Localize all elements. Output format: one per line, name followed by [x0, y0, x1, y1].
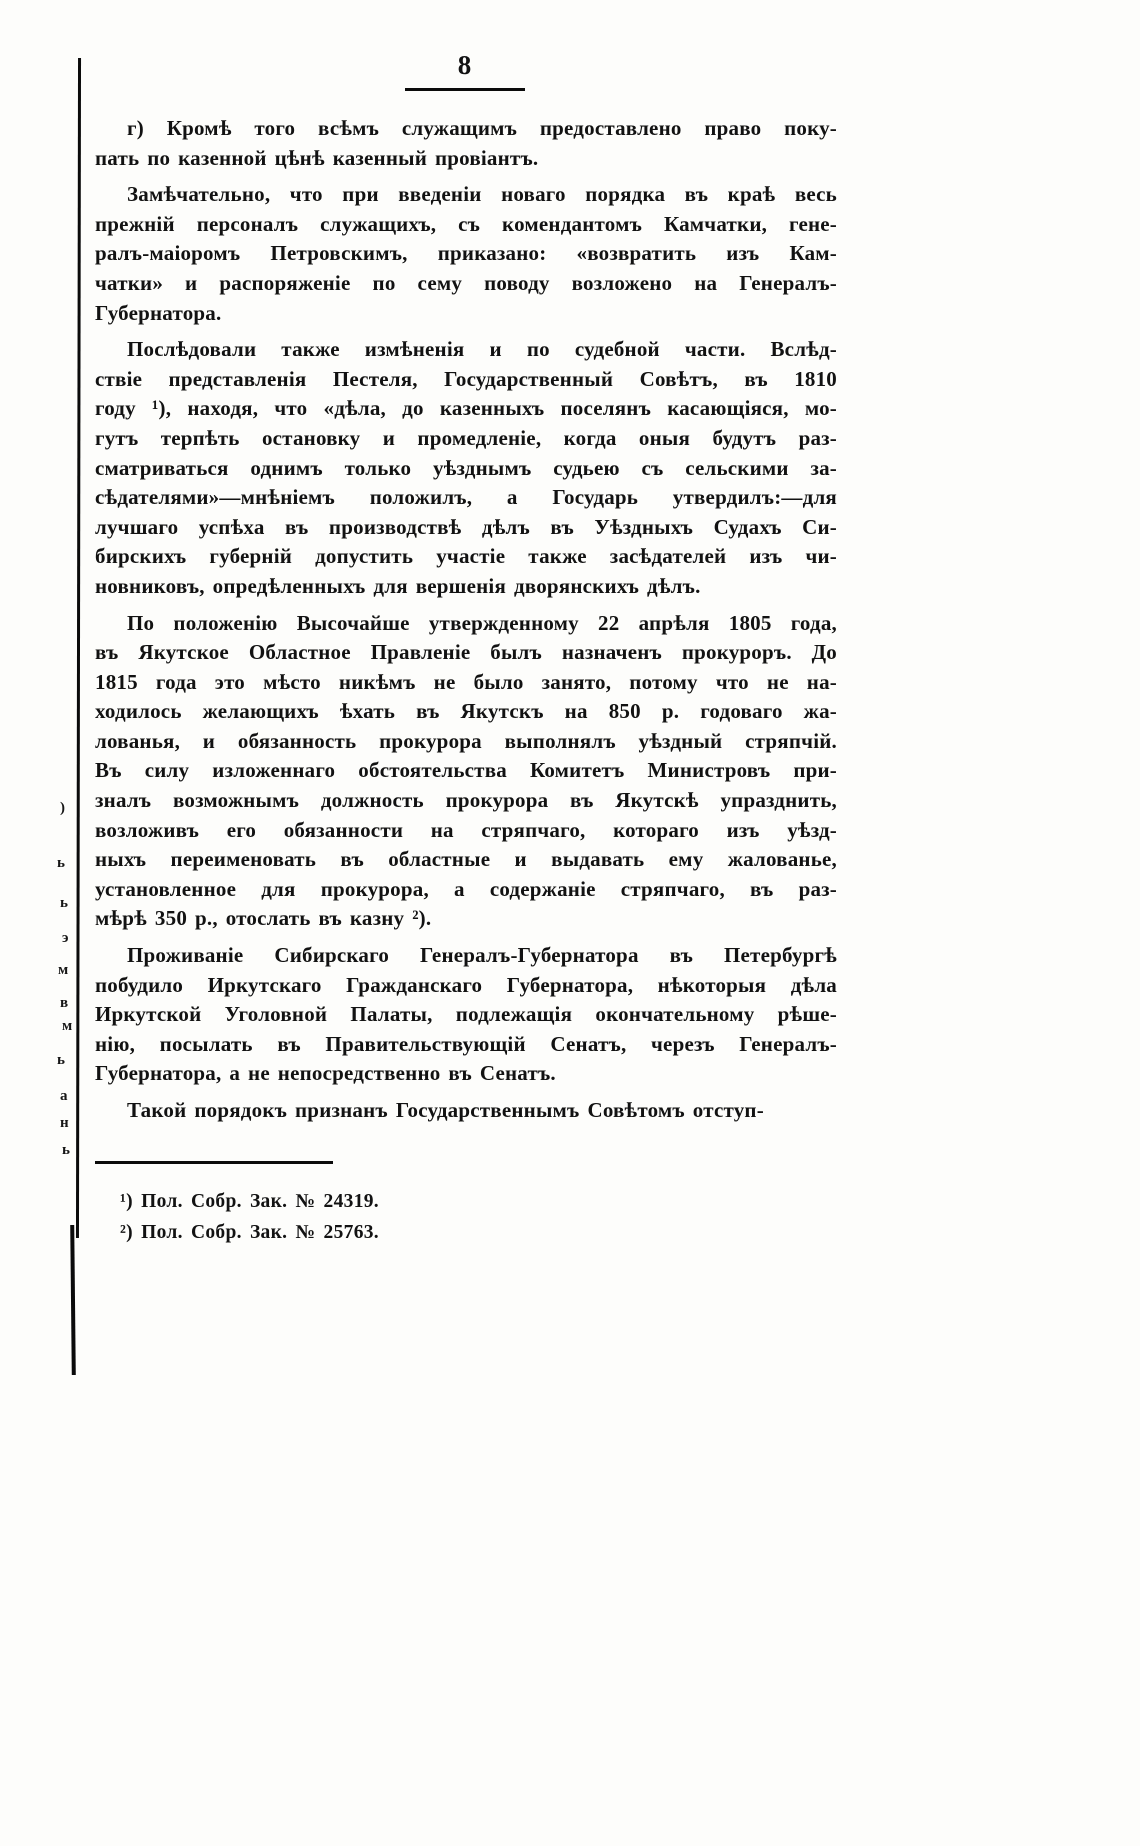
text-line: мѣрѣ 350 р., отослать въ казну ²).: [95, 906, 432, 931]
paragraph: [95, 180, 837, 328]
text-line: зналъ возможнымъ должность прокурора въ Якутскѣ упразднить,: [95, 788, 837, 813]
header-rule: [405, 88, 525, 91]
text-line: Въ силу изложеннаго обстоятельства Комитетъ Министровъ при-: [95, 758, 837, 783]
page-number: 8: [457, 50, 473, 80]
paragraph: [95, 609, 837, 935]
text-line: въ Якутское Областное Правленіе былъ назначенъ прокуроръ. До: [95, 640, 837, 665]
text-line: Иркутской Уголовной Палаты, подлежащія окончательному рѣше-: [95, 1002, 837, 1027]
text-line: гутъ терпѣть остановку и промедленіе, когда оныя будутъ раз-: [95, 425, 837, 450]
book-gutter-line: [76, 58, 81, 1238]
text-line: ходилось желающихъ ѣхать въ Якутскъ на 850 р. годоваго жа-: [95, 699, 837, 724]
text-line: Такой порядокъ признанъ Государственнымъ Совѣтомъ отступ-: [127, 1098, 764, 1122]
text-line: году ¹), находя, что «дѣла, до казенныхъ поселянъ касающіяся, мо-: [95, 396, 837, 421]
margin-artifact-glyph: э: [62, 930, 69, 946]
text-line: бирскихъ губерній допустить участіе также засѣдателей изъ чи-: [95, 544, 837, 569]
text-line: лованья, и обязанность прокурора выполнялъ уѣздный стряпчій.: [95, 728, 837, 753]
text-line: Проживаніе Сибирскаго Генералъ-Губернатора въ Петербургѣ: [127, 943, 837, 968]
text-line: побудило Иркутскаго Гражданскаго Губернатора, нѣкоторыя дѣла: [95, 972, 837, 997]
text-line: нію, посылать въ Правительствующій Сенатъ, черезъ Генералъ-: [95, 1031, 837, 1056]
margin-artifact-glyph: ь: [62, 1142, 70, 1158]
margin-artifact-glyph: н: [60, 1115, 69, 1131]
text-line: По положенію Высочайше утвержденному 22 апрѣля 1805 года,: [127, 610, 837, 635]
footnote-separator-rule: [95, 1161, 333, 1164]
text-line: новниковъ, опредѣленныхъ для вершенія дворянскихъ дѣлъ.: [95, 573, 701, 598]
text-line: ствіе представленія Пестеля, Государственный Совѣтъ, въ 1810: [95, 366, 837, 391]
text-line: ралъ-маіоромъ Петровскимъ, приказано: «возвратить изъ Кам-: [95, 241, 837, 266]
text-line: Послѣдовали также измѣненія и по судебной части. Вслѣд-: [127, 337, 837, 362]
footnotes: [120, 1186, 379, 1248]
paragraph: [95, 1096, 837, 1126]
footnote-line: ²) Пол. Собр. Зак. № 25763.: [120, 1222, 379, 1243]
text-line: Губернатора.: [95, 300, 222, 325]
margin-artifact-glyph: ): [60, 800, 65, 816]
margin-artifact-glyph: ь: [60, 895, 68, 911]
text-line: Замѣчательно, что при введеніи новаго порядка въ краѣ весь: [127, 182, 837, 207]
margin-artifact-glyph: а: [60, 1088, 68, 1104]
text-line: Губернатора, а не непосредственно въ Сенатъ.: [95, 1061, 556, 1086]
margin-artifact-glyph: ь: [57, 855, 65, 871]
margin-artifact-glyph: в: [60, 995, 69, 1011]
text-line: установленное для прокурора, а содержаніе стряпчаго, въ раз-: [95, 876, 837, 901]
paragraph: [95, 941, 837, 1089]
text-line: лучшаго успѣха въ производствѣ дѣлъ въ Уѣздныхъ Судахъ Си-: [95, 514, 837, 539]
paragraph: [95, 335, 837, 601]
text-line: прежній персоналъ служащихъ, съ комендантомъ Камчатки, гене-: [95, 211, 837, 236]
page-header: [95, 50, 835, 91]
text-line: сматриваться однимъ только уѣзднымъ судьею съ сельскими за-: [95, 455, 837, 480]
footnote-line: ¹) Пол. Собр. Зак. № 24319.: [120, 1191, 379, 1212]
text-line: 1815 года это мѣсто никѣмъ не было занято, потому что не на-: [95, 669, 837, 694]
margin-artifact-glyph: ь: [57, 1052, 65, 1068]
text-line: возложивъ его обязанности на стряпчаго, котораго изъ уѣзд-: [95, 817, 837, 842]
book-gutter-line-lower: [70, 1225, 76, 1375]
text-line: сѣдателями»—мнѣніемъ положилъ, а Государь утвердилъ:—для: [95, 485, 837, 510]
margin-artifact-glyph: м: [58, 962, 69, 978]
paragraph: [95, 114, 837, 173]
text-line: пать по казенной цѣнѣ казенный провіантъ.: [95, 145, 539, 170]
text-line: ныхъ переименовать въ областные и выдавать ему жалованье,: [95, 847, 837, 872]
text-line: г) Кромѣ того всѣмъ служащимъ предоставлено право поку-: [127, 116, 837, 140]
margin-artifact-glyph: м: [62, 1018, 73, 1034]
body-text-block: [95, 114, 837, 1133]
text-line: чатки» и распоряженіе по сему поводу возложено на Генералъ-: [95, 270, 837, 295]
